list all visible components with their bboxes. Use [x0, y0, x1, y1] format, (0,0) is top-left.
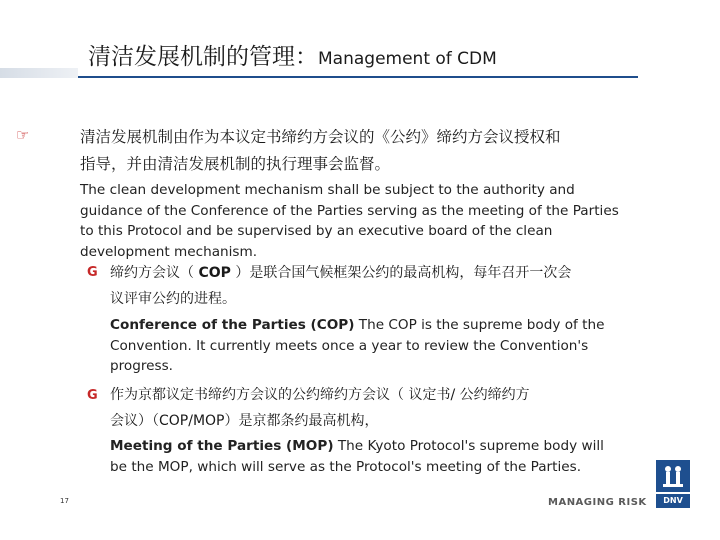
main-paragraph-cn	[80, 124, 680, 178]
footer-brand-text: MANAGING RISK	[548, 497, 647, 508]
text-line: Meeting of the Parties (MOP) The Kyoto Protocol's supreme body will	[110, 438, 604, 454]
cop-abbrev: COP	[198, 265, 231, 281]
lion-emblem-icon	[656, 460, 690, 492]
cop-paragraph-en	[110, 315, 670, 377]
mop-paragraph-en	[110, 436, 670, 477]
page-title	[88, 38, 497, 71]
main-paragraph-en	[80, 180, 670, 262]
text-line: 议评审公约的进程。	[110, 291, 236, 307]
cop-term: Conference of the Parties (COP)	[110, 317, 355, 333]
text-line: 缔约方会议（ COP ）是联合国气候框架公约的最高机构，每年召开一次会	[110, 265, 572, 281]
text-line: progress.	[110, 358, 174, 374]
dnv-logo	[656, 460, 690, 508]
text-line: 指导，并由清洁发展机制的执行理事会监督。	[80, 155, 391, 173]
text-line: The clean development mechanism shall be subject to the authority and	[80, 182, 575, 198]
text-line: 清洁发展机制由作为本议定书缔约方会议的《公约》缔约方会议授权和	[80, 128, 561, 146]
cop-paragraph-cn	[110, 260, 670, 312]
page-title-cn: 清洁发展机制的管理：	[88, 44, 318, 70]
page-number: 17	[60, 497, 69, 505]
header-rule	[78, 76, 638, 78]
text-line: development mechanism.	[80, 243, 258, 260]
header-accent-band	[0, 68, 78, 78]
text-line: guidance of the Conference of the Parties serving as the meeting of the Parties	[80, 202, 619, 219]
g-bullet-icon: G	[87, 265, 98, 280]
pointing-hand-icon: ☞	[16, 126, 30, 144]
text-line: Conference of the Parties (COP) The COP is the supreme body of the	[110, 317, 605, 333]
text-line: Convention. It currently meets once a year to review the Convention's	[110, 337, 589, 354]
mop-term: Meeting of the Parties (MOP)	[110, 438, 334, 454]
text-line: 作为京都议定书缔约方会议的公约缔约方会议（ 议定书/ 公约缔约方	[110, 387, 530, 403]
text-line: to this Protocol and be supervised by an executive board of the clean	[80, 223, 553, 239]
text-line: be the MOP, which will serve as the Protocol's meeting of the Parties.	[110, 458, 582, 475]
page-title-en: Management of CDM	[318, 49, 497, 69]
dnv-logo-text: DNV	[656, 494, 690, 508]
mop-paragraph-cn	[110, 382, 670, 434]
text-line: 会议）（COP/MOP）是京都条约最高机构，	[110, 413, 379, 429]
g-bullet-icon: G	[87, 388, 98, 403]
